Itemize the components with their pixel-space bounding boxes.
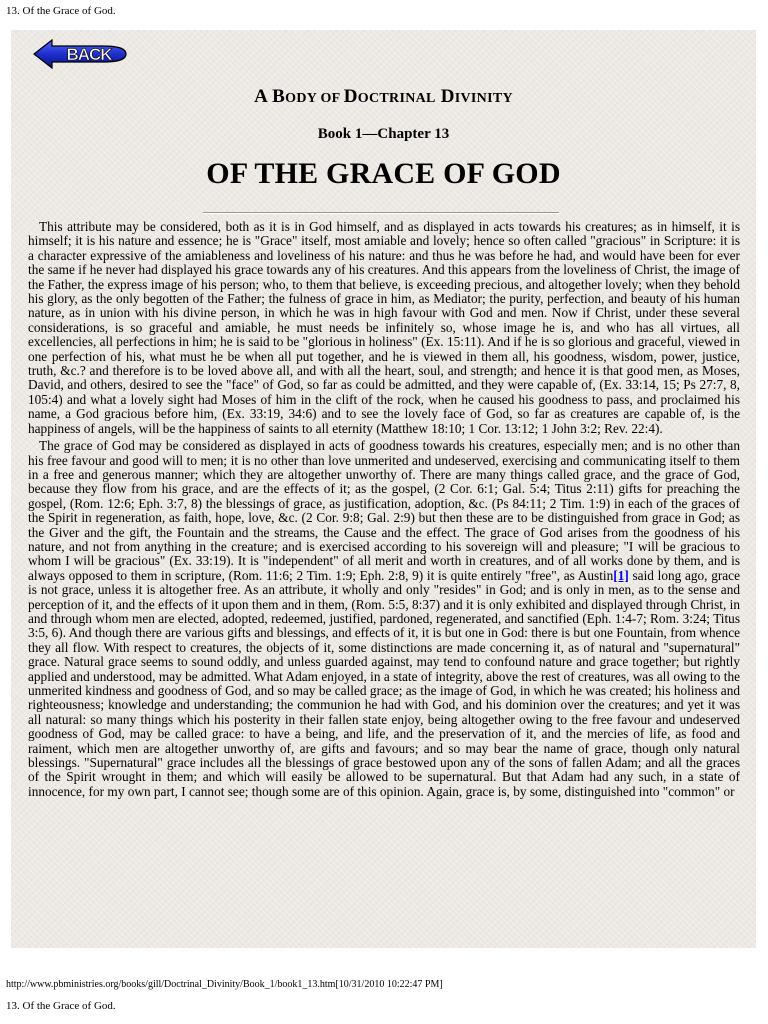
back-arrow-icon [32, 36, 128, 72]
page-title: OF THE GRACE OF GOD [206, 157, 561, 190]
chapter-heading: Book 1—Chapter 13 [317, 126, 450, 142]
back-button[interactable] [32, 36, 128, 72]
print-header: 13. Of the Grace of God. [6, 5, 116, 17]
print-footer-title: 13. Of the Grace of God. [6, 1000, 116, 1012]
paragraph: The grace of God may be considered as displayed in acts of goodness towards his creatures, especially men; and is no other than his free favour and good will to men; it is no other than love unmerited and undeserved, exercising and communicating itself to them in a free and generous manner; which they are altogether unworthy of. There are many things called grace, and the grace of God, because they flow from his grace, and are the effects of it; as the gospel, (2 Cor. 6:1; Gal. 5:4; Titus 2:11) gifts for preaching the gospel, (Rom. 12:6; Eph. 3:7, 8) the blessings of grace, as justification, adoption, &c. (Ps 84:11; 2 Tim. 1:9) in each of the graces of the Spirit in regeneration, as faith, hope, love, &c. (2 Cor. 9:8; Gal. 2:9) but then these are to be distinguished from grace in God; as the Giver and the gift, the Fountain and the streams, the Cause and the effect. The grace of God arises from the goodness of his nature, and not from anything in the creature; and is exercised according to his sovereign will and pleasure; "I will be gracious to whom I will be gracious" (Ex. 33:19). It is "independent" of all merit and worth in creatures, and of all works done by them, and is always opposed to them in scripture, (Rom. 11:6; 2 Tim. 1:9; Eph. 2:8, 9) it is quite entirely "free", as Austin[1] said long ago, grace is not grace, unless it is altogether free. As an attribute, it wholly and only "resides" in God; and is only in men, as to the sense and perception of it, and the effects of it upon them and in them, (Rom. 5:5, 8:37) and it is only exhibited and displayed through Christ, in and through whom men are elected, adopted, redeemed, justified, pardoned, regenerated, and sanctified (Eph. 1:4-7; Rom. 3:24; Titus 3:5, 6). And though there are various gifts and blessings, and effects of it, it is but one in God: there is but one Fountain, from whence they all flow. With respect to creatures, the objects of it, some distinctions are made concerning it, as of natural and "supernatural" grace. Natural grace seems to sound oddly, and unless guarded against, may tend to confound nature and grace together; but rightly applied and understood, may be admitted. What Adam enjoyed, in a state of integrity, above the rest of creatures, was all owing to the unmerited kindness and goodness of God, and so may be called grace; as the image of God, in which he was created; his holiness and righteousness; knowledge and understanding; the communion he had with God, and his dominion over the creatures; and yet it was all natural: so many things which his posterity in their fallen state enjoy, being altogether owing to the free favour and undeserved goodness of God, may be called grace: to have a being, and life, and the preservation of it, and the mercies of life, as food and raiment, which men are altogether unworthy of, are gifts and favours; and so may bear the name of grace, though only natural blessings. "Supernatural" grace includes all the blessings of grace bestowed upon any of the sons of fallen Adam; and all the graces of the Spirit wrought in them; and which will easily be allowed to be supernatural. But that Adam had any such, in a state of innocence, for my own part, I cannot see; though some are of this opinion. Again, grace is, by some, distinguished into "common" or [28, 438, 740, 799]
series-title: A BODY OF DOCTRINAL DIVINITY [254, 86, 513, 107]
paragraph: This attribute may be considered, both as it is in God himself, and as displayed in acts towards his creatures; as in himself, it is himself; it is his nature and essence; he is "Grace" itself, most amiable and lovely; hence so often called "gracious" in Scripture: it is a character expressive of the amiableness and loveliness of his nature: and thus he was before he had, and would have been for ever the same if he never had displayed his grace towards any of his creatures. And this appears from the loveliness of Christ, the image of the Father, the express image of his person; who, to them that believe, is exceeding precious, and altogether lovely; when they behold his glory, as the only begotten of the Father; the fulness of grace in him, as Mediator; the purity, perfection, and beauty of his human nature, as in union with his divine person, in which he was in high favour with God and men. Now if Christ, under these several considerations, is so graceful and amiable, he must needs be infinitely so, whose image he is, and who has all virtues, all excellencies, all perfections in him; he is said to be "glorious in holiness" (Ex. 15:11). And if he is so glorious and graceful, viewed in one perfection of his, what must he be when all put together, and he is viewed in them all, his goodness, wisdom, power, justice, truth, &c.? and therefore is to be loved above all, and with all the heart, soul, and strength; and hence it is that good men, as Moses, David, and others, desired to see the "face" of God, so far as could be admitted, and they were capable of, (Ex. 33:14, 15; Ps 27:7, 8, 105:4) and what a lovely sight had Moses of him in the clift of the rock, when he caused his goodness to pass, and proclaimed his name, a God gracious before him, (Ex. 33:19, 34:6) and to see the lovely face of God, so far as creatures are capable of, is the happiness of angels, will be the happiness of saints to all eternity (Matthew 18:10; 1 Cor. 13:12; 1 John 3:2; Rev. 22:4). [28, 219, 740, 436]
article-body [28, 220, 740, 802]
print-footer-url: http://www.pbministries.org/books/gill/Doctrinal_Divinity/Book_1/book1_13.htm[10/31/2010 10:22:47 PM] [6, 979, 443, 990]
back-button-label: BACK [66, 45, 112, 64]
divider [203, 212, 559, 214]
page-content [11, 30, 756, 948]
footnote-link[interactable]: [1] [613, 567, 629, 583]
